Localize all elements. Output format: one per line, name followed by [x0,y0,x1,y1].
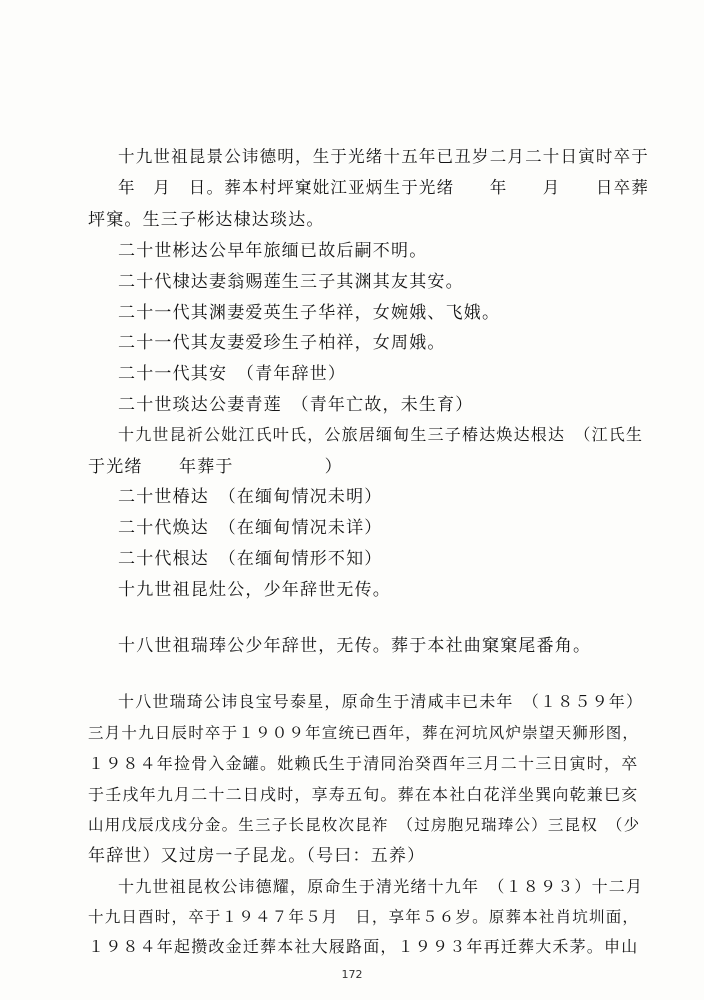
text-line: 二十代焕达 （在缅甸情况未详） [118,518,383,538]
text-line: 二十世琰达公妻青莲 （青年亡故，未生育） [118,395,474,415]
text-line: 于壬戌年九月二十二日戌时，享寿五旬。葬在本社白花洋坐巽向乾兼巳亥 [88,785,639,804]
text-line: 十八世瑞琦公讳良宝号泰星，原命生于清咸丰已未年 （１８５９年） [118,692,644,711]
text-line: 于光绪 年葬于 ） [88,457,343,477]
text-line: 二十一代其友妻爱珍生子柏祥，女周娥。 [118,333,446,353]
text-line: 十九世昆祈公妣江氏叶氏，公旅居缅甸生三子椿达焕达根达 （江氏生 [118,425,644,444]
text-line: 山用戊辰戊戌分金。生三子长昆枚次昆祚 （过房胞兄瑞琫公）三昆权 （少 [88,816,641,834]
text-line: 二十代根达 （在缅甸情形不知） [118,549,383,569]
text-line: 十八世祖瑞琫公少年辞世，无传。葬于本社曲窠窠尾番角。 [118,636,592,656]
text-line: 二十一代其安 （青年辞世） [118,364,347,384]
text-line: 三月十九日辰时卒于１９０９年宣统已酉年，葬在河坑风炉崇望天狮形图， [88,724,640,742]
text-line: 年辞世）又过房一子昆龙。（号曰：五养） [88,846,426,866]
text-line: 年 月 日。葬本村坪窠妣江亚炳生于光绪 年 月 日卒葬 [118,178,649,197]
text-line: 二十一代其渊妻爱英生子华祥，女婉娥、飞娥。 [118,303,501,323]
text-line: １９８４年起攒改金迁葬本社大屐路面，１９９３年再迁葬大禾茅。申山 [88,937,639,956]
text-line: 十九世祖昆枚公讳德耀，原命生于清光绪十九年 （１８９３）十二月 [118,877,644,896]
text-line: 十九世祖昆景公讳德明，生于光绪十五年已丑岁二月二十日寅时卒于 [118,147,649,166]
text-line: 坪窠。生三子彬达棣达琰达。 [88,210,325,230]
text-line: 二十世彬达公早年旅缅已故后嗣不明。 [118,241,428,261]
text-line: １９８４年捡骨入金罐。妣赖氏生于清同治癸酉年三月二十三日寅时，卒 [88,754,639,773]
text-line: 十九日酉时，卒于１９４７年５月 日，享年５６岁。原葬本社肖坑圳面， [88,908,640,926]
text-line: 二十世椿达 （在缅甸情况未明） [118,487,383,507]
text-line: 二十代棣达妻翁赐莲生三子其渊其友其安。 [118,272,464,292]
text-line: 十九世祖昆灶公，少年辞世无传。 [118,580,391,600]
page-number: 172 [341,968,363,981]
